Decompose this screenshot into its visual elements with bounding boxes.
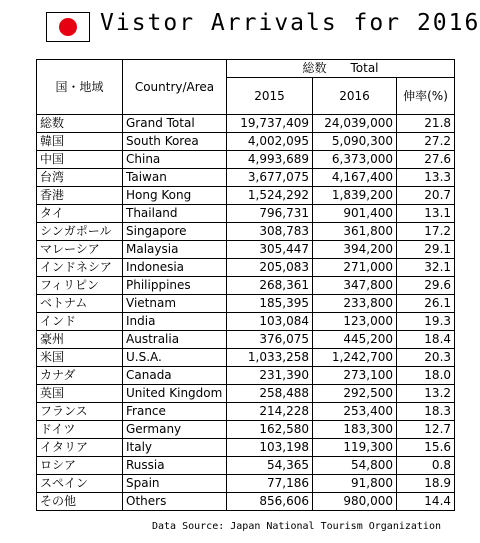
cell-growth: 13.2	[397, 385, 455, 403]
cell-2016: 6,373,000	[313, 151, 397, 169]
cell-2016: 24,039,000	[313, 115, 397, 133]
cell-country-en: Russia	[123, 457, 227, 475]
cell-2016: 183,300	[313, 421, 397, 439]
cell-2015: 305,447	[227, 241, 313, 259]
cell-2016: 1,839,200	[313, 187, 397, 205]
header-region-jp: 国・地域	[37, 60, 123, 115]
cell-region-jp: 香港	[37, 187, 123, 205]
table-row	[37, 133, 455, 151]
cell-region-jp: 中国	[37, 151, 123, 169]
cell-region-jp: インドネシア	[37, 259, 123, 277]
cell-growth: 32.1	[397, 259, 455, 277]
cell-region-jp: 英国	[37, 385, 123, 403]
cell-2016: 292,500	[313, 385, 397, 403]
cell-region-jp: 韓国	[37, 133, 123, 151]
table-row	[37, 385, 455, 403]
cell-region-jp: タイ	[37, 205, 123, 223]
cell-2016: 445,200	[313, 331, 397, 349]
cell-country-en: France	[123, 403, 227, 421]
table-row	[37, 187, 455, 205]
cell-growth: 29.1	[397, 241, 455, 259]
table-row	[37, 493, 455, 511]
cell-2015: 856,606	[227, 493, 313, 511]
cell-2015: 231,390	[227, 367, 313, 385]
cell-growth: 17.2	[397, 223, 455, 241]
cell-2015: 54,365	[227, 457, 313, 475]
table-row	[37, 223, 455, 241]
cell-region-jp: ロシア	[37, 457, 123, 475]
cell-2015: 19,737,409	[227, 115, 313, 133]
cell-2015: 258,488	[227, 385, 313, 403]
table-row	[37, 169, 455, 187]
cell-country-en: U.S.A.	[123, 349, 227, 367]
table-row	[37, 241, 455, 259]
cell-2016: 1,242,700	[313, 349, 397, 367]
cell-growth: 20.3	[397, 349, 455, 367]
header-country-en: Country/Area	[123, 60, 227, 115]
cell-region-jp: マレーシア	[37, 241, 123, 259]
table-row	[37, 295, 455, 313]
cell-2016: 253,400	[313, 403, 397, 421]
cell-2015: 268,361	[227, 277, 313, 295]
cell-region-jp: 総数	[37, 115, 123, 133]
cell-growth: 19.3	[397, 313, 455, 331]
data-source-note: Data Source: Japan National Tourism Organization	[152, 521, 441, 532]
cell-2015: 214,228	[227, 403, 313, 421]
cell-2016: 347,800	[313, 277, 397, 295]
cell-region-jp: ベトナム	[37, 295, 123, 313]
cell-region-jp: その他	[37, 493, 123, 511]
cell-2015: 376,075	[227, 331, 313, 349]
cell-growth: 29.6	[397, 277, 455, 295]
cell-growth: 18.9	[397, 475, 455, 493]
cell-2016: 271,000	[313, 259, 397, 277]
table-row	[37, 313, 455, 331]
cell-region-jp: スペイン	[37, 475, 123, 493]
table-row	[37, 205, 455, 223]
header-growth: 伸率(%)	[397, 78, 455, 115]
cell-country-en: Philippines	[123, 277, 227, 295]
cell-2015: 308,783	[227, 223, 313, 241]
cell-region-jp: 豪州	[37, 331, 123, 349]
cell-2015: 4,993,689	[227, 151, 313, 169]
table-row	[37, 277, 455, 295]
cell-region-jp: フィリピン	[37, 277, 123, 295]
cell-2015: 185,395	[227, 295, 313, 313]
table-row	[37, 259, 455, 277]
table-row	[37, 475, 455, 493]
cell-2015: 77,186	[227, 475, 313, 493]
cell-country-en: Indonesia	[123, 259, 227, 277]
cell-2016: 54,800	[313, 457, 397, 475]
header-2015: 2015	[227, 78, 313, 115]
cell-2015: 162,580	[227, 421, 313, 439]
cell-country-en: South Korea	[123, 133, 227, 151]
cell-country-en: Australia	[123, 331, 227, 349]
cell-growth: 13.1	[397, 205, 455, 223]
cell-growth: 27.2	[397, 133, 455, 151]
cell-country-en: Taiwan	[123, 169, 227, 187]
cell-country-en: Vietnam	[123, 295, 227, 313]
cell-2016: 273,100	[313, 367, 397, 385]
table-row	[37, 151, 455, 169]
cell-2015: 1,033,258	[227, 349, 313, 367]
cell-2016: 233,800	[313, 295, 397, 313]
cell-2015: 103,198	[227, 439, 313, 457]
cell-2016: 91,800	[313, 475, 397, 493]
cell-growth: 21.8	[397, 115, 455, 133]
cell-country-en: Thailand	[123, 205, 227, 223]
cell-2016: 980,000	[313, 493, 397, 511]
arrivals-table	[36, 59, 455, 511]
cell-2016: 361,800	[313, 223, 397, 241]
cell-growth: 27.6	[397, 151, 455, 169]
cell-2016: 394,200	[313, 241, 397, 259]
cell-2015: 796,731	[227, 205, 313, 223]
cell-country-en: Italy	[123, 439, 227, 457]
cell-growth: 13.3	[397, 169, 455, 187]
table-row	[37, 115, 455, 133]
cell-2016: 119,300	[313, 439, 397, 457]
cell-country-en: Grand Total	[123, 115, 227, 133]
cell-2015: 1,524,292	[227, 187, 313, 205]
cell-2015: 4,002,095	[227, 133, 313, 151]
table-row	[37, 421, 455, 439]
header-total-group: 総数 Total	[227, 60, 455, 78]
cell-country-en: United Kingdom	[123, 385, 227, 403]
cell-country-en: Others	[123, 493, 227, 511]
cell-2015: 3,677,075	[227, 169, 313, 187]
cell-growth: 0.8	[397, 457, 455, 475]
cell-growth: 20.7	[397, 187, 455, 205]
cell-growth: 12.7	[397, 421, 455, 439]
cell-growth: 26.1	[397, 295, 455, 313]
cell-country-en: China	[123, 151, 227, 169]
cell-country-en: Singapore	[123, 223, 227, 241]
cell-growth: 15.6	[397, 439, 455, 457]
cell-region-jp: インド	[37, 313, 123, 331]
cell-growth: 18.0	[397, 367, 455, 385]
cell-2015: 103,084	[227, 313, 313, 331]
table-row	[37, 331, 455, 349]
table-row	[37, 403, 455, 421]
japan-flag-icon	[46, 12, 90, 42]
cell-country-en: Spain	[123, 475, 227, 493]
flag-disc	[59, 18, 77, 36]
cell-region-jp: 米国	[37, 349, 123, 367]
cell-2016: 901,400	[313, 205, 397, 223]
cell-region-jp: フランス	[37, 403, 123, 421]
cell-2016: 4,167,400	[313, 169, 397, 187]
cell-region-jp: ドイツ	[37, 421, 123, 439]
cell-2016: 123,000	[313, 313, 397, 331]
cell-region-jp: イタリア	[37, 439, 123, 457]
cell-country-en: India	[123, 313, 227, 331]
table-row	[37, 367, 455, 385]
cell-region-jp: シンガポール	[37, 223, 123, 241]
cell-region-jp: カナダ	[37, 367, 123, 385]
table-row	[37, 349, 455, 367]
cell-growth: 14.4	[397, 493, 455, 511]
cell-2016: 5,090,300	[313, 133, 397, 151]
cell-growth: 18.3	[397, 403, 455, 421]
cell-country-en: Germany	[123, 421, 227, 439]
cell-region-jp: 台湾	[37, 169, 123, 187]
cell-growth: 18.4	[397, 331, 455, 349]
cell-country-en: Malaysia	[123, 241, 227, 259]
page-title: Vistor Arrivals for 2016	[100, 10, 480, 36]
cell-2015: 205,083	[227, 259, 313, 277]
table-row	[37, 457, 455, 475]
table-row	[37, 439, 455, 457]
cell-country-en: Canada	[123, 367, 227, 385]
cell-country-en: Hong Kong	[123, 187, 227, 205]
header-2016: 2016	[313, 78, 397, 115]
